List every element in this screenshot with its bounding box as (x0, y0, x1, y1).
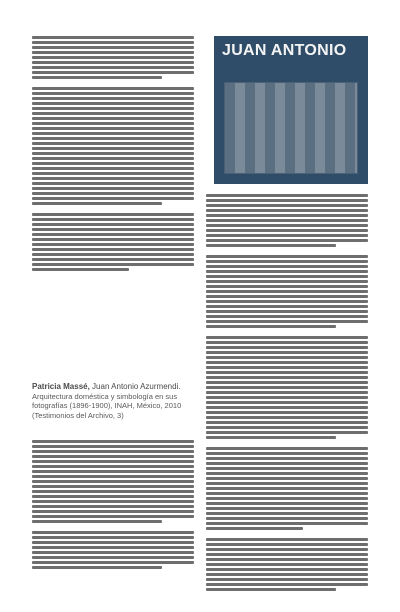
paragraph-r4 (206, 447, 368, 530)
review-author: Patricia Massé, (32, 382, 90, 391)
book-cover-photo (224, 82, 358, 174)
left-text-block-2 (32, 440, 194, 577)
paragraph-r1 (206, 194, 368, 247)
paragraph-r3 (206, 336, 368, 439)
right-text-block (206, 194, 368, 599)
review-title-line1: Arquitectura doméstica y simbología en sus (32, 392, 178, 401)
paragraph-5 (32, 531, 194, 569)
paragraph-2 (32, 87, 194, 205)
book-cover-image (214, 36, 368, 184)
book-cover-title: JUAN ANTONIO (222, 42, 347, 59)
paragraph-1 (32, 36, 194, 79)
review-header (32, 382, 212, 420)
paragraph-4 (32, 440, 194, 523)
paragraph-r5 (206, 538, 368, 591)
paragraph-3 (32, 213, 194, 271)
left-text-block-1 (32, 36, 194, 279)
review-title-line2: fotografías (1896-1900), INAH, México, 2010 (32, 401, 182, 411)
paragraph-r2 (206, 255, 368, 328)
review-series: (Testimonios del Archivo, 3) (32, 410, 124, 420)
review-person: Juan Antonio Azurmendi. (92, 382, 181, 391)
